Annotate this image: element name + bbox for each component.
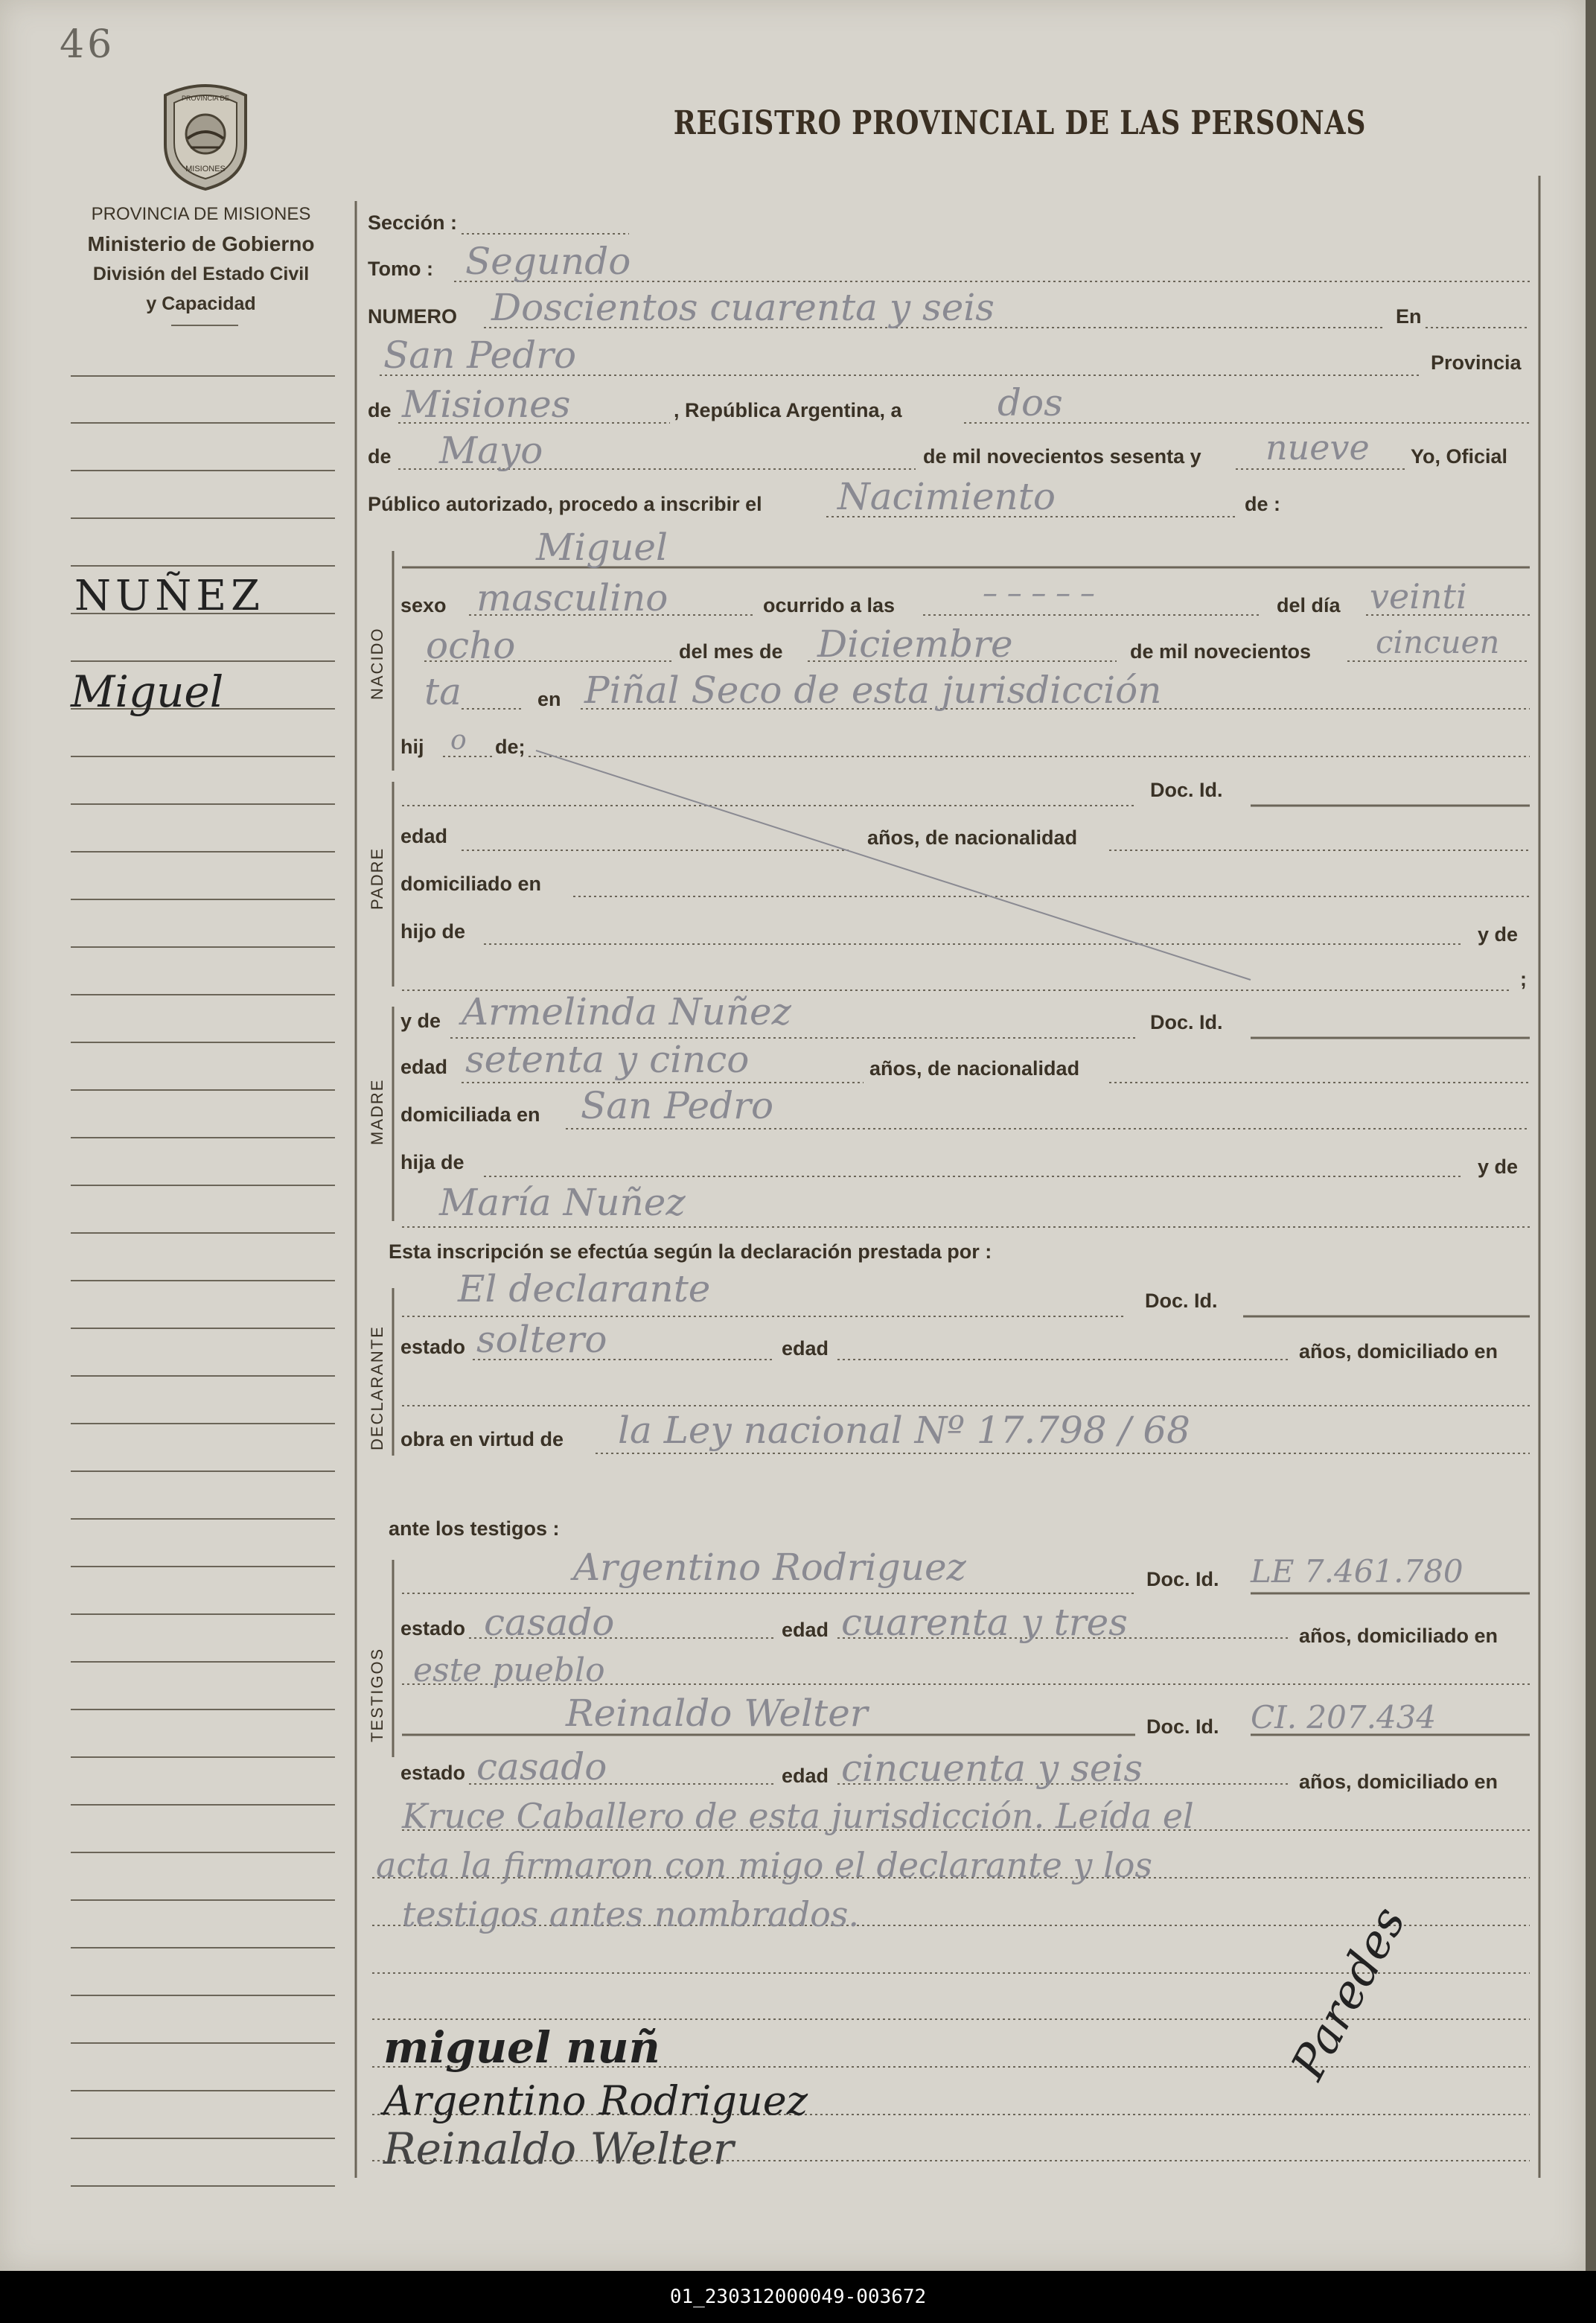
label-hij: hij xyxy=(400,736,424,758)
label-en-2: en xyxy=(537,688,561,710)
section-nacido: NACIDO xyxy=(368,627,386,700)
hw-tomo: Segundo xyxy=(465,240,631,283)
hw-madre-domicilio: San Pedro xyxy=(581,1084,774,1127)
hw-testigo1-dom: este pueblo xyxy=(413,1651,605,1689)
label-testigo1-edad: edad xyxy=(782,1619,829,1641)
label-padre-nac: años, de nacionalidad xyxy=(867,826,1078,849)
hw-numero: Doscientos cuarenta y seis xyxy=(491,286,995,329)
hw-mes-nac: Diciembre xyxy=(817,622,1013,666)
hw-sexo: masculino xyxy=(476,576,668,619)
label-madre-doc: Doc. Id. xyxy=(1150,1011,1223,1033)
label-madre-hija: hija de xyxy=(400,1151,465,1173)
label-yo-oficial: Yo, Oficial xyxy=(1411,445,1508,468)
section-padre: PADRE xyxy=(368,847,386,910)
hw-ley: la Ley nacional Nº 17.798 / 68 xyxy=(618,1409,1190,1452)
scan-id: 01_230312000049-003672 xyxy=(669,2286,927,2308)
hw-hij-suffix: o xyxy=(450,725,467,756)
label-madre-dom: domiciliada en xyxy=(400,1103,540,1126)
label-de-mil-nov: de mil novecientos xyxy=(1130,640,1312,663)
label-numero: NUMERO xyxy=(368,305,457,328)
label-padre-doc: Doc. Id. xyxy=(1150,779,1223,801)
hw-cierre-1: acta la firmaron con migo el declarante y los xyxy=(376,1845,1153,1885)
seal-bottom-text: MISIONES xyxy=(185,165,226,173)
hw-anio-nac-1: cincuen xyxy=(1376,624,1500,660)
signature-testigo-2: Reinaldo Welter xyxy=(383,2123,734,2174)
issuing-office xyxy=(52,200,350,319)
margin-given-name: Miguel xyxy=(71,666,224,717)
hw-declarante-estado: soltero xyxy=(476,1318,607,1361)
hw-hora: – – – – – xyxy=(983,576,1095,611)
hw-testigo2-estado: casado xyxy=(476,1745,607,1788)
hw-mes: Mayo xyxy=(439,429,543,472)
label-madre-y-de-2: y de xyxy=(1478,1156,1519,1178)
label-publico: Público autorizado, procedo a inscribir el xyxy=(368,493,762,515)
label-testigo1-anios: años, domiciliado en xyxy=(1299,1625,1498,1647)
office-line-2: Ministerio de Gobierno xyxy=(87,232,315,255)
section-madre: MADRE xyxy=(368,1078,386,1145)
hw-nombre: Miguel xyxy=(536,526,668,569)
office-line-4: y Capacidad xyxy=(146,293,256,314)
label-de-semicolon: de; xyxy=(495,736,526,758)
label-ante-testigos: ante los testigos : xyxy=(389,1517,560,1540)
hw-declarante: El declarante xyxy=(458,1267,711,1310)
hw-provincia: Misiones xyxy=(402,383,571,426)
section-declarante: DECLARANTE xyxy=(368,1325,386,1450)
label-testigo1-doc: Doc. Id. xyxy=(1146,1568,1219,1590)
hw-testigo1-estado: casado xyxy=(484,1601,615,1644)
label-testigo2-anios: años, domiciliado en xyxy=(1299,1771,1498,1793)
label-de-colon: de : xyxy=(1245,493,1281,515)
label-tomo: Tomo : xyxy=(368,258,433,280)
label-ocurrido: ocurrido a las xyxy=(763,594,896,616)
hw-acto: Nacimiento xyxy=(837,475,1056,518)
label-padre-hijo: hijo de xyxy=(400,920,465,943)
label-testigo2-edad: edad xyxy=(782,1765,829,1787)
hw-testigo2-dom: Kruce Caballero de esta jurisdicción. Leída el xyxy=(402,1796,1194,1836)
page-title: REGISTRO PROVINCIAL DE LAS PERSONAS xyxy=(673,104,1367,142)
label-padre-dom: domiciliado en xyxy=(400,873,542,895)
label-testigo1-estado: estado xyxy=(400,1617,466,1640)
scan-id-bar xyxy=(0,2271,1596,2323)
signature-testigo-1: Argentino Rodriguez xyxy=(383,2077,808,2124)
hw-dia: dos xyxy=(998,381,1063,424)
margin-surname: NUÑEZ xyxy=(74,572,264,620)
label-del-dia: del día xyxy=(1277,594,1341,616)
label-en: En xyxy=(1396,305,1422,328)
hw-testigo1-doc: LE 7.461.780 xyxy=(1251,1553,1463,1590)
hw-lugar: San Pedro xyxy=(383,334,577,377)
hw-madre-edad: setenta y cinco xyxy=(465,1038,750,1081)
label-republica: , República Argentina, a xyxy=(674,399,902,421)
section-testigos: TESTIGOS xyxy=(368,1647,386,1742)
label-provincia: Provincia xyxy=(1431,351,1522,374)
hw-testigo1: Argentino Rodriguez xyxy=(573,1546,966,1589)
hw-cierre-2: testigos antes nombrados. xyxy=(402,1894,860,1934)
hw-testigo2-doc: CI. 207.434 xyxy=(1251,1699,1437,1736)
label-declarante-doc: Doc. Id. xyxy=(1145,1290,1218,1312)
label-padre-edad: edad xyxy=(400,825,448,847)
label-del-mes: del mes de xyxy=(679,640,783,663)
label-madre-y-de: y de xyxy=(400,1010,441,1032)
label-madre-nac: años, de nacionalidad xyxy=(869,1057,1080,1080)
hw-testigo2-edad: cincuenta y seis xyxy=(841,1747,1143,1790)
office-line-1: PROVINCIA DE MISIONES xyxy=(91,204,311,224)
label-testigo2-estado: estado xyxy=(400,1762,466,1784)
hw-madre-nombre: Armelinda Nuñez xyxy=(462,990,791,1033)
label-madre-edad: edad xyxy=(400,1056,448,1078)
provincial-seal-icon xyxy=(158,80,253,191)
hw-dia-nac-2: ocho xyxy=(426,624,516,667)
label-de-mil: de mil novecientos sesenta y xyxy=(923,445,1201,468)
label-obra: obra en virtud de xyxy=(400,1428,564,1450)
office-line-3: División del Estado Civil xyxy=(92,264,310,284)
label-testigo2-doc: Doc. Id. xyxy=(1146,1715,1219,1738)
signature-declarante: miguel nuñ xyxy=(383,2022,660,2073)
hw-anio: nueve xyxy=(1265,427,1370,468)
hw-madre-hija-de: María Nuñez xyxy=(439,1181,686,1224)
hw-testigo1-edad: cuarenta y tres xyxy=(841,1601,1128,1644)
label-padre-semicolon: ; xyxy=(1520,968,1527,990)
hw-lugar-nac: Piñal Seco de esta jurisdicción xyxy=(584,669,1162,712)
label-padre-y-de: y de xyxy=(1478,923,1519,946)
label-de-2: de xyxy=(368,445,392,468)
label-declarante-anios: años, domiciliado en xyxy=(1299,1340,1498,1363)
label-inscripcion: Esta inscripción se efectúa según la declaración prestada por : xyxy=(389,1240,992,1263)
label-sexo: sexo xyxy=(400,594,447,616)
seal-top-text: PROVINCIA DE xyxy=(181,95,230,102)
signature-oficial: Paredes xyxy=(1280,1897,1417,2088)
hw-anio-nac-2: ta xyxy=(424,670,462,713)
label-de-1: de xyxy=(368,399,392,421)
label-seccion: Sección : xyxy=(368,211,458,234)
label-declarante-edad: edad xyxy=(782,1337,829,1360)
label-declarante-estado: estado xyxy=(400,1336,466,1358)
page-number: 46 xyxy=(60,22,115,67)
hw-dia-nac-1: veinti xyxy=(1370,576,1467,616)
hw-testigo2: Reinaldo Welter xyxy=(566,1692,868,1735)
